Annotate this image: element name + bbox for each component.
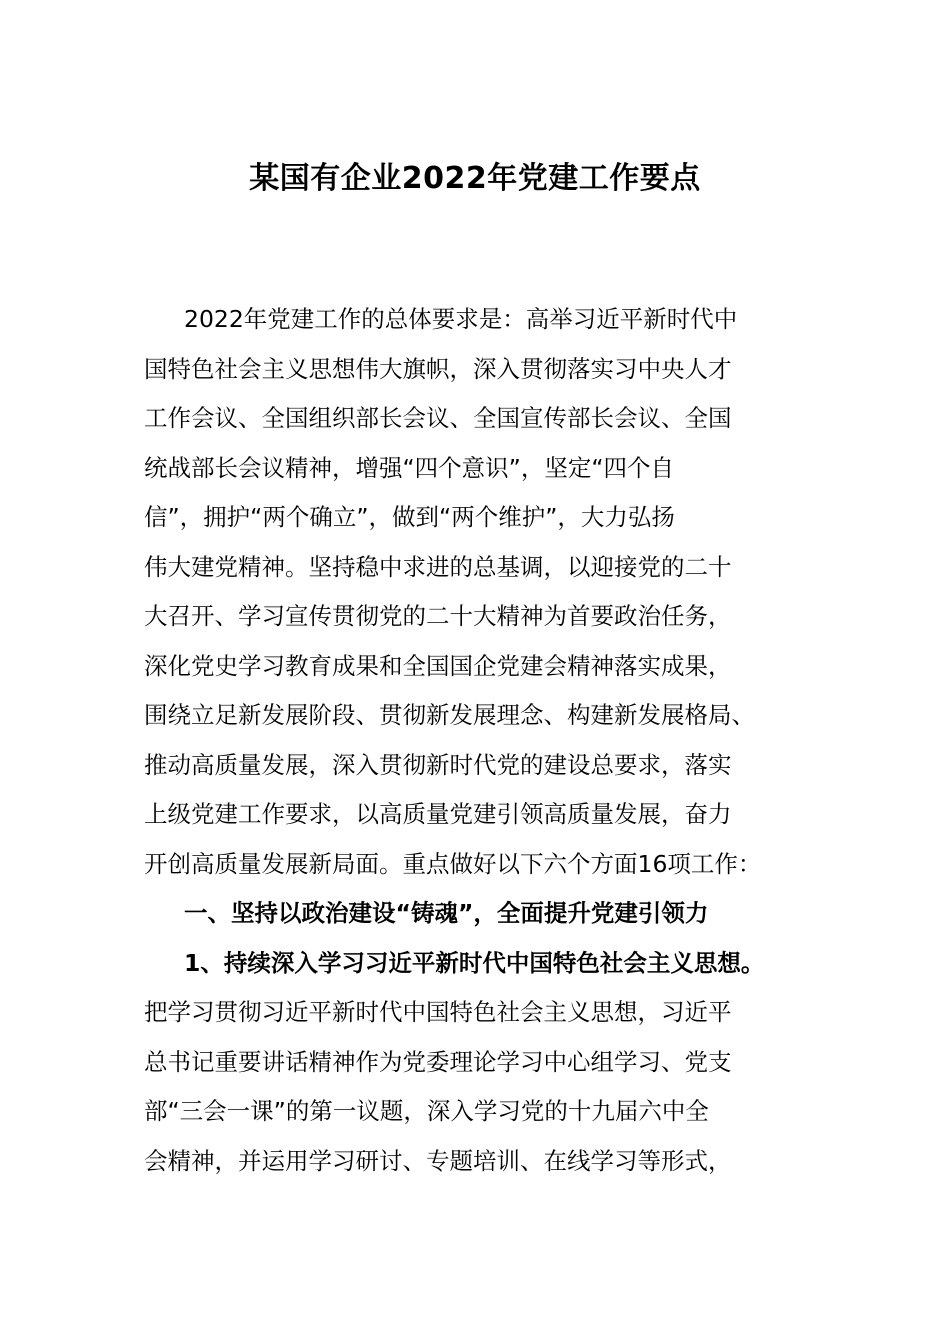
body-line-15: 把学习贯彻习近平新时代中国特色社会主义思想，习近平 xyxy=(144,998,732,1026)
body-line-18: 会精神，并运用学习研讨、专题培训、在线学习等形式， xyxy=(144,1146,732,1175)
document-title: 某国有企业2022年党建工作要点 xyxy=(249,161,701,196)
subsection-heading-1: 1、持续深入学习习近平新时代中国特色社会主义思想。 xyxy=(184,948,765,977)
body-line-17: 部“三会一课”的第一议题，深入学习党的十九届六中全 xyxy=(144,1097,709,1125)
body-line-16: 总书记重要讲话精神作为党委理论学习中心组学习、党支 xyxy=(144,1047,732,1076)
body-line-5: 信”，拥护“两个确立”，做到“两个维护”，大力弘扬 xyxy=(144,503,675,531)
body-line-1: 2022年党建工作的总体要求是：高举习近平新时代中 xyxy=(184,305,738,333)
body-line-4: 统战部长会议精神，增强“四个意识”，坚定“四个自 xyxy=(144,453,675,482)
body-line-6: 伟大建党精神。坚持稳中求进的总基调，以迎接党的二十 xyxy=(144,552,732,581)
body-line-9: 围绕立足新发展阶段、贯彻新发展理念、构建新发展格局、 xyxy=(144,701,755,729)
section-heading-1: 一、坚持以政治建设“铸魂”，全面提升党建引领力 xyxy=(184,899,709,927)
body-line-12: 开创高质量发展新局面。重点做好以下六个方面16项工作： xyxy=(144,849,762,878)
body-line-3: 工作会议、全国组织部长会议、全国宣传部长会议、全国 xyxy=(144,404,732,432)
body-line-7: 大召开、学习宣传贯彻党的二十大精神为首要政治任务， xyxy=(144,602,732,630)
body-line-2: 国特色社会主义思想伟大旗帜，深入贯彻落实习中央人才 xyxy=(144,354,732,383)
document-body xyxy=(144,299,804,1190)
body-line-8: 深化党史学习教育成果和全国国企党建会精神落实成果， xyxy=(144,651,732,680)
body-line-10: 推动高质量发展，深入贯彻新时代党的建设总要求，落实 xyxy=(144,750,732,779)
body-line-11: 上级党建工作要求，以高质量党建引领高质量发展，奋力 xyxy=(144,800,732,828)
